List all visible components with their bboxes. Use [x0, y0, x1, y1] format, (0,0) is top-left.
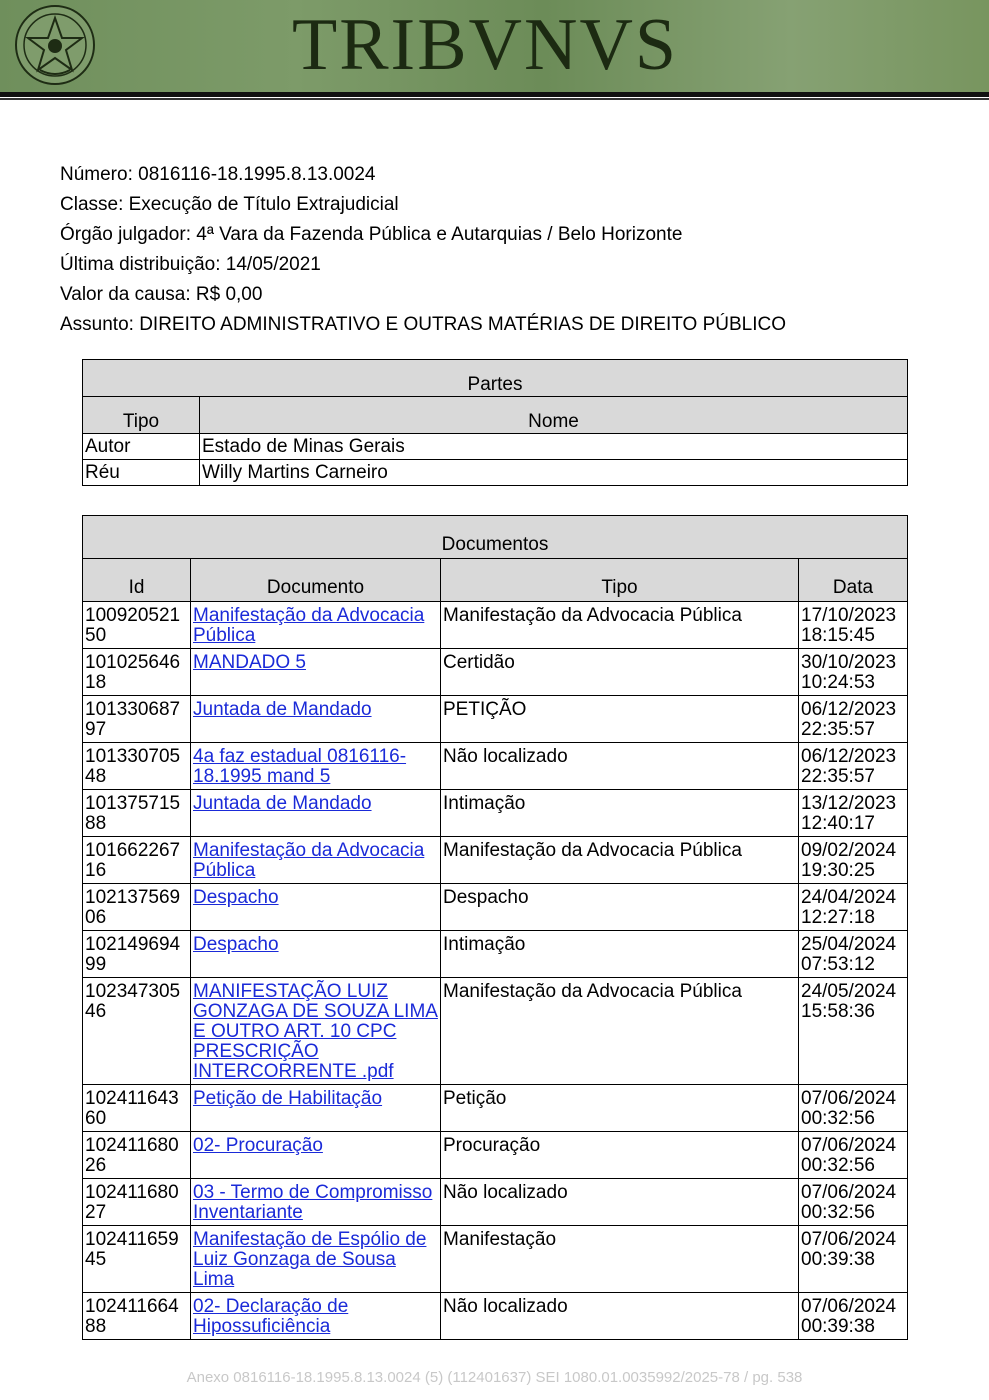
- document-id: 10241168026: [83, 1132, 191, 1179]
- parties-title: Partes: [83, 360, 908, 397]
- document-id: 10213756906: [83, 884, 191, 931]
- document-name: [191, 978, 441, 1085]
- document-type: Não localizado: [441, 1293, 799, 1340]
- case-subject: Assunto: DIREITO ADMINISTRATIVO E OUTRAS MATÉRIAS DE DIREITO PÚBLICO: [60, 314, 787, 335]
- document-link[interactable]: Manifestação da Advocacia Pública: [193, 605, 425, 646]
- page-footer: Anexo 0816116-18.1995.8.13.0024 (5) (112401637) SEI 1080.01.0035992/2025-78 / pg. 538: [186, 1369, 803, 1386]
- table-row: [83, 434, 908, 460]
- table-row: [83, 1226, 908, 1293]
- document-type: Não localizado: [441, 743, 799, 790]
- document-date: 06/12/2023 22:35:57: [799, 743, 908, 790]
- document-date: 07/06/2024 00:32:56: [799, 1085, 908, 1132]
- document-id: 10241166488: [83, 1293, 191, 1340]
- process-metadata: [60, 160, 786, 340]
- coat-of-arms-seal-icon: [14, 4, 96, 86]
- document-type: Petição: [441, 1085, 799, 1132]
- document-type: Certidão: [441, 649, 799, 696]
- party-name: Estado de Minas Gerais: [200, 434, 908, 460]
- document-link[interactable]: Juntada de Mandado: [193, 793, 372, 814]
- document-link[interactable]: 03 - Termo de Compromisso Inventariante: [193, 1182, 433, 1223]
- document-id: 10137571588: [83, 790, 191, 837]
- document-date: 06/12/2023 22:35:57: [799, 696, 908, 743]
- document-id: 10166226716: [83, 837, 191, 884]
- document-date: 30/10/2023 10:24:53: [799, 649, 908, 696]
- document-name: [191, 696, 441, 743]
- case-value: Valor da causa: R$ 0,00: [60, 284, 263, 305]
- documents-col-documento: Documento: [191, 559, 441, 602]
- documents-table: [82, 515, 908, 1340]
- documents-col-tipo: Tipo: [441, 559, 799, 602]
- document-id: 10241168027: [83, 1179, 191, 1226]
- document-name: [191, 649, 441, 696]
- table-row: [83, 1293, 908, 1340]
- document-type: Procuração: [441, 1132, 799, 1179]
- document-date: 13/12/2023 12:40:17: [799, 790, 908, 837]
- document-type: Manifestação: [441, 1226, 799, 1293]
- documents-body: [83, 602, 908, 1340]
- document-date: 07/06/2024 00:32:56: [799, 1132, 908, 1179]
- document-type: Manifestação da Advocacia Pública: [441, 602, 799, 649]
- document-date: 17/10/2023 18:15:45: [799, 602, 908, 649]
- parties-table: [82, 359, 908, 486]
- document-date: 07/06/2024 00:39:38: [799, 1293, 908, 1340]
- document-name: [191, 743, 441, 790]
- document-date: 24/04/2024 12:27:18: [799, 884, 908, 931]
- document-id: 10092052150: [83, 602, 191, 649]
- documents-title: Documentos: [83, 516, 908, 559]
- table-row: [83, 1132, 908, 1179]
- header-rule: [0, 92, 989, 97]
- document-link[interactable]: Manifestação da Advocacia Pública: [193, 840, 425, 881]
- document-id: 10234730546: [83, 978, 191, 1085]
- party-name: Willy Martins Carneiro: [200, 460, 908, 486]
- table-row: [83, 602, 908, 649]
- judging-body: Órgão julgador: 4ª Vara da Fazenda Pública e Autarquias / Belo Horizonte: [60, 224, 683, 245]
- header-banner: [0, 0, 989, 92]
- document-name: [191, 837, 441, 884]
- document-link[interactable]: 4a faz estadual 0816116-18.1995 mand 5: [193, 746, 407, 787]
- document-type: Intimação: [441, 790, 799, 837]
- document-date: 07/06/2024 00:32:56: [799, 1179, 908, 1226]
- document-type: Manifestação da Advocacia Pública: [441, 837, 799, 884]
- document-name: [191, 1132, 441, 1179]
- document-link[interactable]: MANDADO 5: [193, 652, 306, 673]
- document-date: 24/05/2024 15:58:36: [799, 978, 908, 1085]
- table-row: [83, 1179, 908, 1226]
- document-name: [191, 790, 441, 837]
- table-row: [83, 743, 908, 790]
- table-row: [83, 696, 908, 743]
- table-row: [83, 837, 908, 884]
- document-id: 10241164360: [83, 1085, 191, 1132]
- last-distribution: Última distribuição: 14/05/2021: [60, 254, 321, 275]
- table-row: [83, 649, 908, 696]
- document-id: 10133070548: [83, 743, 191, 790]
- document-link[interactable]: Juntada de Mandado: [193, 699, 372, 720]
- table-row: [83, 931, 908, 978]
- document-name: [191, 884, 441, 931]
- party-type: Réu: [83, 460, 200, 486]
- header-rule-thin: [0, 98, 989, 100]
- document-name: [191, 1293, 441, 1340]
- table-row: [83, 460, 908, 486]
- document-name: [191, 1085, 441, 1132]
- document-type: Despacho: [441, 884, 799, 931]
- table-row: [83, 1085, 908, 1132]
- document-id: 10102564618: [83, 649, 191, 696]
- document-link[interactable]: Despacho: [193, 934, 279, 955]
- document-id: 10133068797: [83, 696, 191, 743]
- documents-col-id: Id: [83, 559, 191, 602]
- document-name: [191, 602, 441, 649]
- document-link[interactable]: 02- Procuração: [193, 1135, 323, 1156]
- party-type: Autor: [83, 434, 200, 460]
- table-row: [83, 790, 908, 837]
- process-number: Número: 0816116-18.1995.8.13.0024: [60, 164, 376, 185]
- document-id: 10214969499: [83, 931, 191, 978]
- table-row: [83, 978, 908, 1085]
- documents-col-data: Data: [799, 559, 908, 602]
- document-type: Manifestação da Advocacia Pública: [441, 978, 799, 1085]
- document-type: Intimação: [441, 931, 799, 978]
- document-name: [191, 931, 441, 978]
- parties-col-nome: Nome: [200, 397, 908, 434]
- document-type: Não localizado: [441, 1179, 799, 1226]
- document-date: 25/04/2024 07:53:12: [799, 931, 908, 978]
- parties-col-tipo: Tipo: [83, 397, 200, 434]
- document-link[interactable]: MANIFESTAÇÃO LUIZ GONZAGA DE SOUZA LIMA E OUTRO ART. 10 CPC PRESCRIÇÃO INTERCORRENTE .pdf: [193, 981, 438, 1082]
- tribvnvs-logo: TRIBVNVS: [292, 4, 679, 86]
- table-row: [83, 884, 908, 931]
- document-date: 09/02/2024 19:30:25: [799, 837, 908, 884]
- document-name: [191, 1179, 441, 1226]
- document-name: [191, 1226, 441, 1293]
- process-class: Classe: Execução de Título Extrajudicial: [60, 194, 399, 215]
- document-link[interactable]: 02- Declaração de Hipossuficiência: [193, 1296, 349, 1337]
- document-link[interactable]: Despacho: [193, 887, 279, 908]
- document-link[interactable]: Petição de Habilitação: [193, 1088, 383, 1109]
- document-date: 07/06/2024 00:39:38: [799, 1226, 908, 1293]
- document-link[interactable]: Manifestação de Espólio de Luiz Gonzaga de Sousa Lima: [193, 1229, 427, 1290]
- document-type: PETIÇÃO: [441, 696, 799, 743]
- document-id: 10241165945: [83, 1226, 191, 1293]
